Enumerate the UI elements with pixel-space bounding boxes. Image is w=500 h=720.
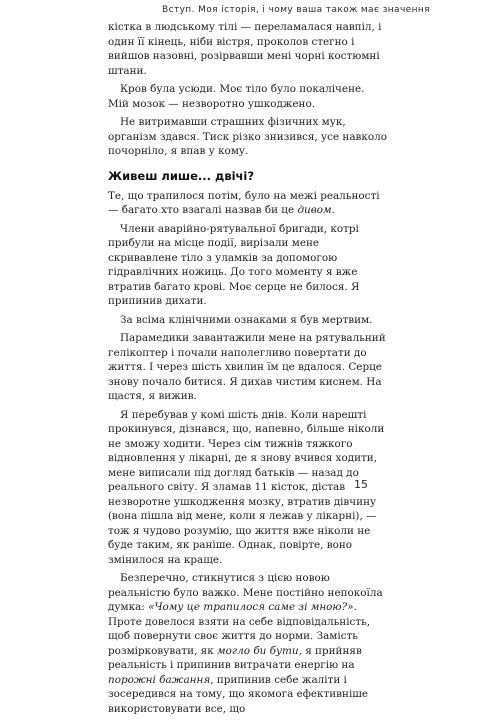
paragraph-text: Те, що трапилося потім, було на межі реальності — багато хто взагалі назвав би це [108,189,380,216]
running-header: Вступ. Моя історія, і чому ваша також має значення [162,5,430,15]
paragraph-text: , припинив себе жаліти і зосередився на тому, що якомога ефективніше використовувати все, що [108,673,369,715]
emphasis-text: порожні бажання [108,673,211,686]
paragraph: Парамедики завантажили мене на рятувальний гелікоптер і почали наполегливо повертати до життя. І через шість хвилин їм це вдалося. Серце знову почало битися. Я дихав чистим киснем. На щастя, я вижив. [108,332,386,402]
page-number: 15 [354,478,368,491]
paragraph: Я перебував у комі шість днів. Коли нарешті прокинувся, дізнався, що, напевно, більше ніколи не зможу ходити. Через сім тижнів тяжкого відновлення у лікарні, де я знову вчився ходити, мене виписали під догляд батьків — назад до реального світу. Я зламав 11 кісток, дістав незворотне ушкодження мозку, втратив дівчину (вона пішла від мене, коли я лежав у лікарні), — тож я чудово розумію, що життя вже ніколи не буде таким, як раніше. Однак, повірте, воно змінилося на краще. [108,408,385,566]
paragraph-text: . [331,204,335,216]
paragraph: кістка в людському тілі — переламалася навпіл, і один її кінець, ніби вістря, проколов стегно і вийшов назовні, розірвавши мені чорні костюмні штани. [108,21,382,77]
paragraph: Не витримавши страшних фізичних мук, організм здався. Тиск різко знизився, усе навколо почорніло, я впав у кому. [108,116,388,157]
paragraph-text: . Проте довелося взяти на себе відповідальність, щоб повернути своє життя до норми. Замість розмірковувати, як [108,601,371,657]
section-heading: Живеш лише... двічі? [108,168,255,183]
paragraph-text: , я прийняв реальність і припинив витрачати енергію на [108,644,362,671]
paragraph [108,571,388,716]
paragraph-text: Безперечно, стикнутися з цією новою реальністю було важко. Мене постійно непокоїла думка: [108,572,383,613]
paragraph: Члени аварійно-рятувальної бригади, котрі прибули на місце події, вирізали мене скривавлене тіло з уламків за допомогою гідравлічних ножиць. До того моменту я вже втратив багато крові. Моє серце не билося. Я припинив дихати. [108,222,360,307]
emphasis-text: «Чому це трапилося саме зі мною?» [148,601,354,613]
emphasis-text: дивом [297,204,332,216]
paragraph: За всіма клінічними ознаками я був мертвим. [120,313,373,326]
emphasis-text: могло би бути [217,644,299,657]
body-text [108,20,388,720]
paragraph [108,189,388,218]
paragraph: Кров була усюди. Моє тіло було покалічене. Мій мозок — незворотно ушкоджено. [108,83,365,110]
